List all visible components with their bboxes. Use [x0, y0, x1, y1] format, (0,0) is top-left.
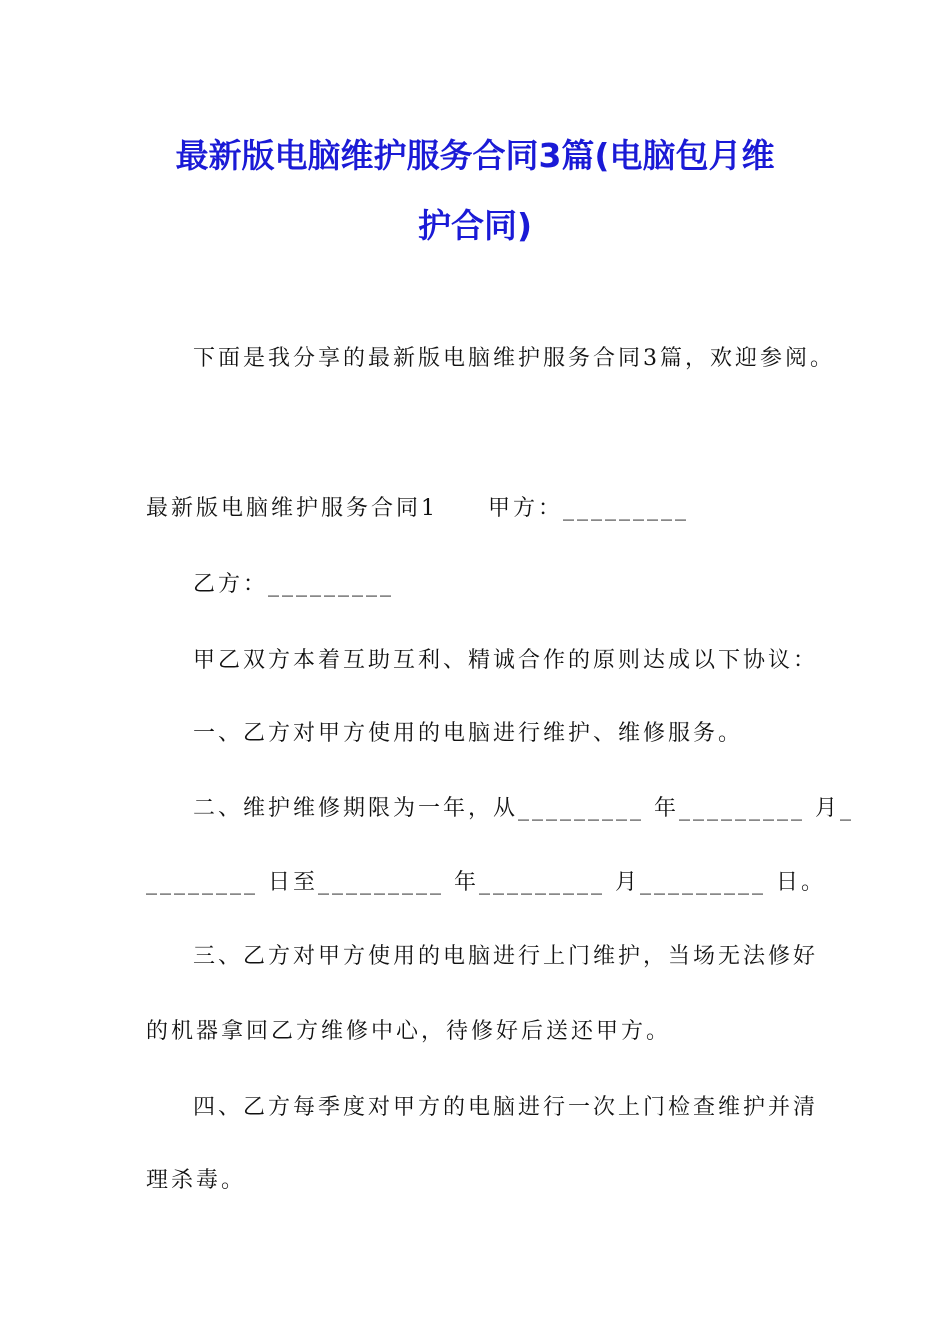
party-b-field: 乙方：_________ — [193, 572, 395, 597]
clause-3-line-1: 三、乙方对甲方使用的电脑进行上门维护，当场无法修好 — [193, 944, 819, 969]
clause-4-line-2: 理杀毒。 — [146, 1168, 247, 1193]
document-title-line-1: 最新版电脑维护服务合同3篇(电脑包月维 — [175, 136, 775, 175]
clause-4-line-1: 四、乙方每季度对甲方的电脑进行一次上门检查维护并清 — [193, 1095, 819, 1120]
clause-3-line-2: 的机器拿回乙方维修中心，待修好后送还甲方。 — [146, 1019, 672, 1044]
document-title-line-2: 护合同) — [417, 206, 533, 245]
contract-heading-row — [146, 494, 689, 524]
intro-paragraph: 下面是我分享的最新版电脑维护服务合同3篇，欢迎参阅。 — [193, 346, 835, 371]
party-a-field: 甲方：_________ — [488, 496, 690, 521]
contract-heading: 最新版电脑维护服务合同1 — [146, 496, 438, 521]
clause-1: 一、乙方对甲方使用的电脑进行维护、维修服务。 — [193, 721, 744, 746]
clause-2-line-2: ________ 日至_________ 年_________ 月_________ 日。 — [146, 870, 826, 895]
clause-2-line-1: 二、维护维修期限为一年，从_________ 年_________ 月_ — [193, 796, 854, 821]
agreement-paragraph: 甲乙双方本着互助互利、精诚合作的原则达成以下协议： — [193, 648, 819, 673]
